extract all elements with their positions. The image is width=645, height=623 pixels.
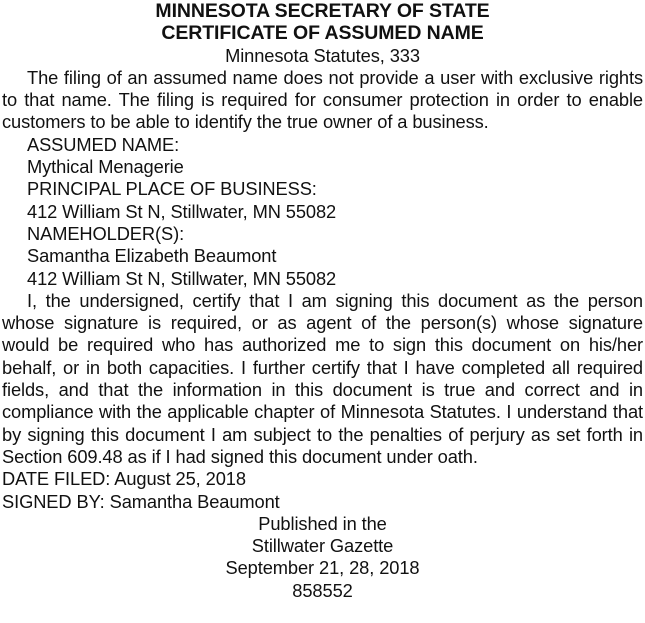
date-filed: DATE FILED: August 25, 2018 [2, 468, 246, 490]
published-line-1: Published in the [258, 512, 387, 534]
signed-by: SIGNED BY: Samantha Beaumont [2, 490, 280, 512]
intro-paragraph: The filing of an assumed name does not provide a user with exclusive rights to that name. The filing is required for consumer protection in order to enable customers to be able to identify the true owner of a business. [2, 66, 643, 133]
notice-number: 858552 [292, 579, 353, 601]
notice-title-line2: CERTIFICATE OF ASSUMED NAME [161, 22, 484, 45]
nameholder-label: NAMEHOLDER(S): [27, 222, 185, 244]
assumed-name-label: ASSUMED NAME: [27, 133, 180, 155]
published-dates: September 21, 28, 2018 [225, 557, 420, 579]
nameholder-address: 412 William St N, Stillwater, MN 55082 [27, 267, 337, 289]
statute-reference: Minnesota Statutes, 333 [225, 44, 420, 66]
assumed-name-value: Mythical Menagerie [27, 156, 184, 178]
certification-paragraph: I, the undersigned, certify that I am signing this document as the person whose signature is required, or as agent of the person(s) whose signature would be required who has authorized me to sign this document on his/her behalf, or in both capacities. I further certify that I have completed all required fields, and that the information in this document is true and correct and in compliance with the applicable chapter of Minnesota Statutes. I understand that by signing this document I am subject to the penalties of perjury as set forth in Section 609.48 as if I had signed this document under oath. [2, 289, 643, 467]
notice-title-line1: MINNESOTA SECRETARY OF STATE [155, 0, 490, 22]
principal-place-label: PRINCIPAL PLACE OF BUSINESS: [27, 178, 317, 200]
nameholder-name: Samantha Elizabeth Beaumont [27, 245, 277, 267]
principal-place-value: 412 William St N, Stillwater, MN 55082 [27, 200, 337, 222]
published-line-2: Stillwater Gazette [251, 535, 394, 557]
